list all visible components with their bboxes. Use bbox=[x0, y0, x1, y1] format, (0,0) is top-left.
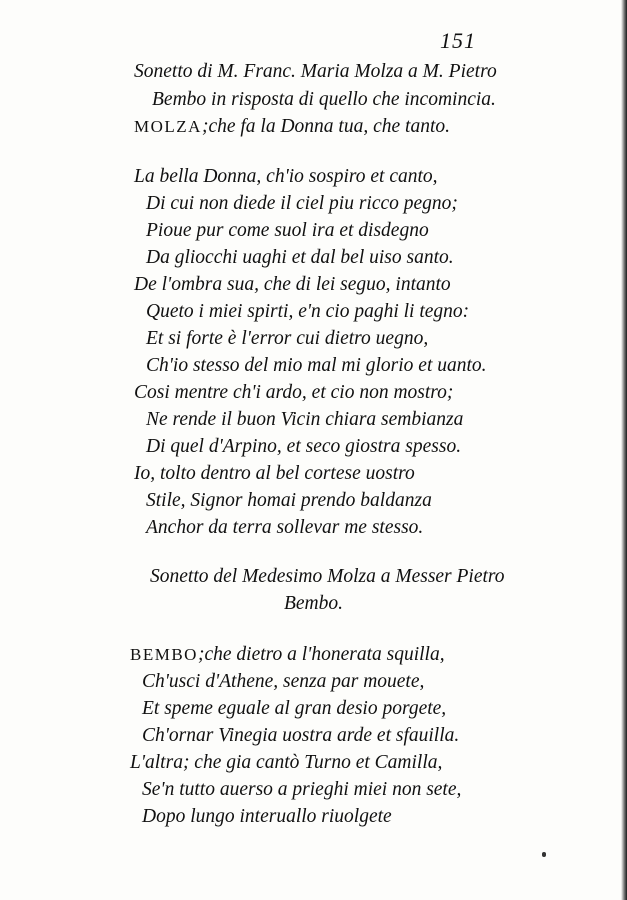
sonnet1-verse: Ch'io stesso del mio mal mi glorio et uanto. bbox=[146, 355, 487, 376]
sonnet1-verse: Ne rende il buon Vicin chiara sembianza bbox=[146, 409, 464, 430]
incipit-rest: ;che fa la Donna tua, che tanto. bbox=[201, 116, 450, 137]
sonnet1-verse: Cosi mentre ch'i ardo, et cio non mostro; bbox=[134, 382, 454, 403]
sonnet2-verse: Ch'ornar Vinegia uostra arde et sfauilla. bbox=[142, 725, 460, 746]
sonnet2-verse: Ch'usci d'Athene, senza par mouete, bbox=[142, 671, 425, 692]
sonnet1-verse: Stile, Signor homai prendo baldanza bbox=[146, 490, 432, 511]
sonnet2-verse: Se'n tutto auerso a prieghi miei non sete, bbox=[142, 779, 462, 800]
page-number: 151 bbox=[440, 28, 476, 53]
sonnet1-verse: Et si forte è l'error cui dietro uegno, bbox=[146, 328, 429, 349]
first-verse-name: BEMBO bbox=[130, 645, 198, 664]
ink-speck bbox=[542, 852, 546, 857]
incipit-name: MOLZA bbox=[134, 117, 202, 136]
sonnet1-verse: Di quel d'Arpino, et seco giostra spesso. bbox=[146, 436, 462, 457]
sonnet1-verse: Da gliocchi uaghi et dal bel uiso santo. bbox=[146, 247, 454, 268]
sonnet1-heading-line1: Sonetto di M. Franc. Maria Molza a M. Pietro bbox=[134, 61, 497, 82]
sonnet2-heading-line2: Bembo. bbox=[283, 593, 344, 614]
sonnet1-incipit bbox=[134, 114, 450, 140]
sonnet1-verse: Queto i miei spirti, e'n cio paghi li tegno: bbox=[146, 301, 470, 322]
first-verse-rest: ;che dietro a l'honerata squilla, bbox=[197, 644, 445, 665]
sonnet1-heading-line2: Bembo in risposta di quello che incomincia. bbox=[152, 89, 496, 110]
sonnet1-verse: Pioue pur come suol ira et disdegno bbox=[146, 220, 429, 241]
page-edge-shadow bbox=[621, 0, 627, 900]
sonnet1-verse: Di cui non diede il ciel piu ricco pegno; bbox=[146, 193, 458, 214]
sonnet2-verse: L'altra; che gia cantò Turno et Camilla, bbox=[130, 752, 443, 773]
sonnet2-heading-line1: Sonetto del Medesimo Molza a Messer Pietro bbox=[150, 566, 505, 587]
sonnet1-verse: Io, tolto dentro al bel cortese uostro bbox=[134, 463, 415, 484]
sonnet1-verse: La bella Donna, ch'io sospiro et canto, bbox=[134, 166, 438, 187]
sonnet2-first-verse bbox=[130, 642, 445, 668]
sonnet1-verse: De l'ombra sua, che di lei seguo, intanto bbox=[134, 274, 451, 295]
sonnet2-verse: Dopo lungo interuallo riuolgete bbox=[142, 806, 392, 827]
sonnet2-verse: Et speme eguale al gran desio porgete, bbox=[142, 698, 447, 719]
sonnet1-verse: Anchor da terra sollevar me stesso. bbox=[146, 517, 424, 538]
